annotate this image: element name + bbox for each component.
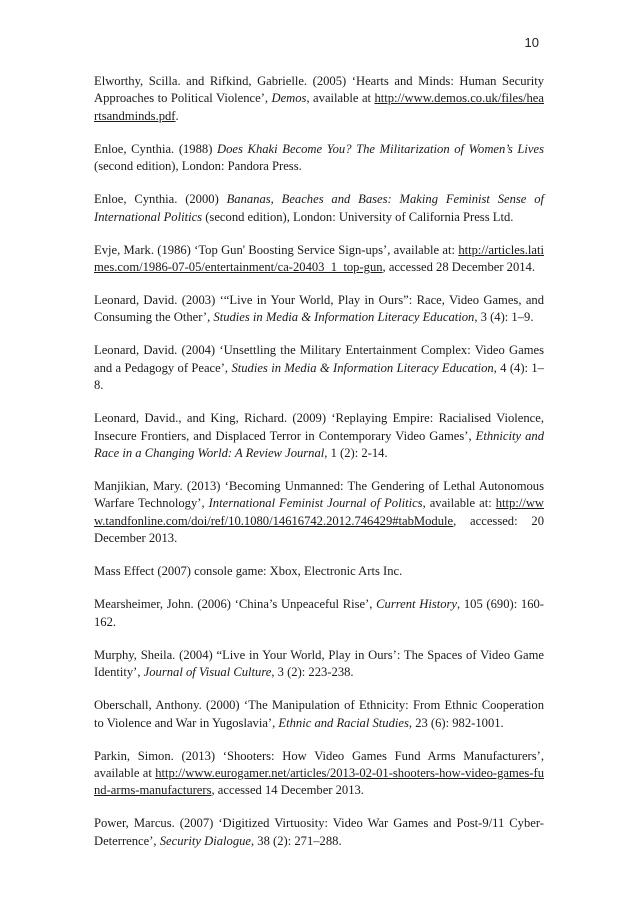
- reference-entry: [94, 191, 544, 226]
- reference-entry: [94, 697, 544, 732]
- reference-text: , accessed: 20 December 2013.: [94, 513, 544, 546]
- reference-text: .: [175, 108, 179, 123]
- reference-title: Current History: [376, 597, 458, 612]
- page-number: 10: [524, 35, 539, 50]
- reference-title: Journal of Visual Culture: [143, 665, 272, 680]
- reference-entry: [94, 478, 544, 548]
- reference-entry: [94, 410, 544, 462]
- reference-text: , available at: [306, 91, 375, 106]
- reference-text: Murphy, Sheila. (2004) “Live in Your World, Play in Ours’: The Spaces of Video Game Identity’,: [94, 647, 544, 680]
- reference-link[interactable]: http://www.tandfonline.com/doi/ref/10.1080/14616742.2012.746429#tabModule: [94, 496, 545, 528]
- reference-entry: [94, 596, 544, 631]
- reference-entry: [94, 748, 544, 800]
- reference-entry: [94, 242, 544, 277]
- reference-list: [94, 73, 544, 866]
- reference-title: Ethnic and Racial Studies: [278, 715, 409, 730]
- reference-text: , accessed 14 December 2013.: [211, 783, 364, 798]
- reference-text: Enloe, Cynthia. (2000): [94, 192, 227, 207]
- reference-text: Mass Effect (2007) console game: Xbox, Electronic Arts Inc.: [94, 564, 403, 579]
- reference-title: Ethnicity and Race in a Changing World: A Review Journal: [94, 428, 544, 461]
- reference-title: Studies in Media & Information Literacy Education: [231, 360, 494, 375]
- reference-text: Enloe, Cynthia. (1988): [94, 141, 218, 156]
- reference-text: (second edition), London: University of California Press Ltd.: [202, 209, 514, 224]
- reference-text: , 3 (4): 1–9.: [474, 310, 534, 325]
- reference-text: , 1 (2): 2-14.: [324, 446, 388, 461]
- reference-title: Security Dialogue: [159, 833, 251, 848]
- reference-title: Studies in Media & Information Literacy Education: [213, 310, 475, 325]
- reference-text: Evje, Mark. (1986) ‘Top Gun' Boosting Service Sign-ups’, available at:: [94, 242, 459, 257]
- reference-text: , 4 (4): 1–8.: [94, 360, 544, 393]
- reference-title: Demos: [271, 91, 307, 106]
- reference-text: Power, Marcus. (2007) ‘Digitized Virtuosity: Video War Games and Post-9/11 Cyber-Deterrence’,: [94, 816, 544, 848]
- reference-text: (second edition), London: Pandora Press.: [94, 159, 302, 174]
- reference-text: , 3 (2): 223-238.: [271, 665, 354, 680]
- reference-text: , 38 (2): 271–288.: [251, 833, 342, 848]
- reference-text: Elworthy, Scilla. and Rifkind, Gabrielle. (2005) ‘Hearts and Minds: Human Security Approaches to Political Violence’,: [94, 74, 544, 106]
- reference-entry: [94, 73, 544, 125]
- reference-title: International Feminist Journal of Politics: [208, 496, 423, 511]
- reference-text: , available at:: [422, 496, 496, 511]
- reference-text: , 23 (6): 982-1001.: [408, 715, 504, 730]
- reference-text: Oberschall, Anthony. (2000) ‘The Manipulation of Ethnicity: From Ethnic Cooperation to Violence and War in Yugoslavia’,: [94, 698, 544, 730]
- reference-text: Leonard, David. (2004) ‘Unsettling the Military Entertainment Complex: Video Games and a Pedagogy of Peace’,: [94, 343, 544, 375]
- reference-title: Bananas, Beaches and Bases: Making Feminist Sense of International Politics: [94, 192, 544, 224]
- reference-entry: [94, 292, 544, 327]
- reference-link[interactable]: http://articles.latimes.com/1986-07-05/entertainment/ca-20403_1_top-gun: [94, 242, 544, 275]
- reference-text: Leonard, David. (2003) ‘“Live in Your World, Play in Ours”: Race, Video Games, and Consuming the Other’,: [94, 293, 544, 325]
- reference-text: Parkin, Simon. (2013) ‘Shooters: How Video Games Fund Arms Manufacturers’, available at: [94, 748, 544, 780]
- reference-entry: [94, 141, 544, 176]
- reference-entry: [94, 563, 544, 580]
- reference-entry: [94, 647, 544, 682]
- reference-text: Leonard, David., and King, Richard. (2009) ‘Replaying Empire: Racialised Violence, Insecure Frontiers, and Displaced Terror in Contemporary Video Games’,: [94, 411, 544, 443]
- reference-text: , accessed 28 December 2014.: [382, 260, 536, 275]
- reference-title: Does Khaki Become You? The Militarization of Women’s Lives: [217, 141, 544, 156]
- reference-entry: [94, 342, 544, 394]
- reference-text: Manjikian, Mary. (2013) ‘Becoming Unmanned: The Gendering of Lethal Autonomous Warfare Technology’,: [94, 479, 544, 511]
- reference-link[interactable]: http://www.demos.co.uk/files/heartsandminds.pdf: [94, 91, 544, 123]
- reference-text: , 105 (690): 160-162.: [94, 597, 544, 629]
- reference-text: Mearsheimer, John. (2006) ‘China’s Unpeaceful Rise’,: [94, 597, 377, 612]
- reference-link[interactable]: http://www.eurogamer.net/articles/2013-02-01-shooters-how-video-games-fund-arms-manufacturers: [94, 765, 544, 798]
- reference-entry: [94, 815, 544, 850]
